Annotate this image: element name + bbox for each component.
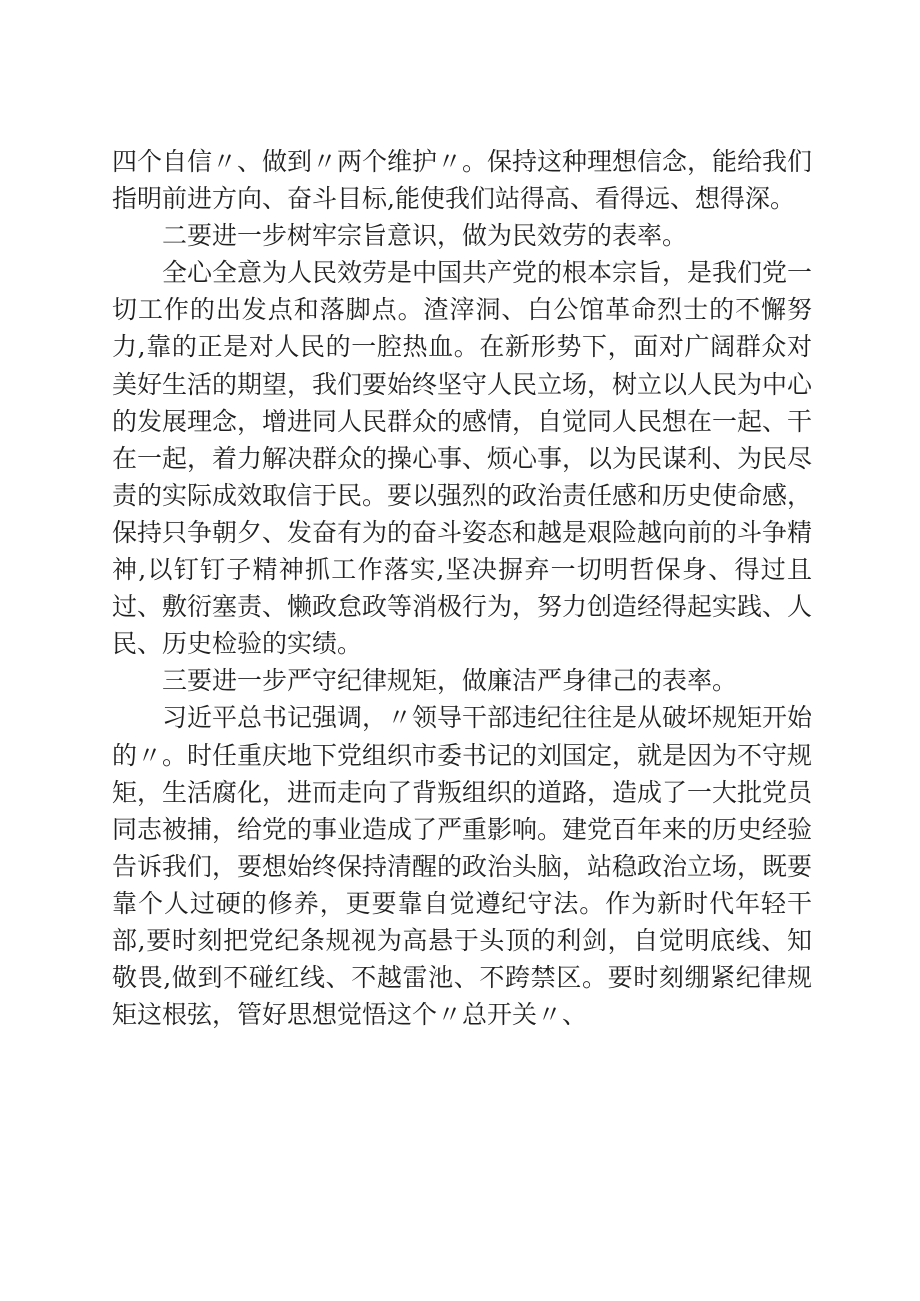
- section-heading-two: 二要进一步树牢宗旨意识，做为民效劳的表率。: [162, 221, 688, 251]
- paragraph-service: 全心全意为人民效劳是中国共产党的根本宗旨，是我们党一切工作的出发点和落脚点。渣滓洞、白公馆革命烈士的不懈努力,靠的正是对人民的一腔热血。在新形势下，面对广阔群众对美好生活的期望，我们要始终坚守人民立场，树立以人民为中心的发展理念，增进同人民群众的感情，自觉同人民想在一起、干在一起，着力解决群众的操心事、烦心事，以为民谋利、为民尽责的实际成效取信于民。要以强烈的政治责任感和历史使命感，保持只争朝夕、发奋有为的奋斗姿态和越是艰险越向前的斗争精神,以钉钉子精神抓工作落实,坚决摒弃一切明哲保身、得过且过、敷衍塞责、懒政怠政等消极行为，努力创造经得起实践、人民、历史检验的实绩。: [112, 258, 813, 659]
- paragraph-continuation: 四个自信〃、做到〃两个维护〃。保持这种理想信念，能给我们指明前进方向、奋斗目标,能使我们站得高、看得远、想得深。: [112, 147, 813, 214]
- document-body: [112, 143, 812, 1033]
- paragraph-discipline: 习近平总书记强调，〃领导干部违纪往往是从破坏规矩开始的〃。时任重庆地下党组织市委书记的刘国定，就是因为不守规矩，生活腐化，进而走向了背叛组织的道路，造成了一大批党员同志被捕，给党的事业造成了严重影响。建党百年来的历史经验告诉我们，要想始终保持清醒的政治头脑，站稳政治立场，既要靠个人过硬的修养，更要靠自觉遵纪守法。作为新时代年轻干部,要时刻把党纪条规视为高悬于头顶的利剑，自觉明底线、知敬畏,做到不碰红线、不越雷池、不跨禁区。要时刻绷紧纪律规矩这根弦，管好思想觉悟这个〃总开关〃、: [112, 703, 813, 1030]
- section-heading-three: 三要进一步严守纪律规矩，做廉洁严身律己的表率。: [162, 666, 738, 696]
